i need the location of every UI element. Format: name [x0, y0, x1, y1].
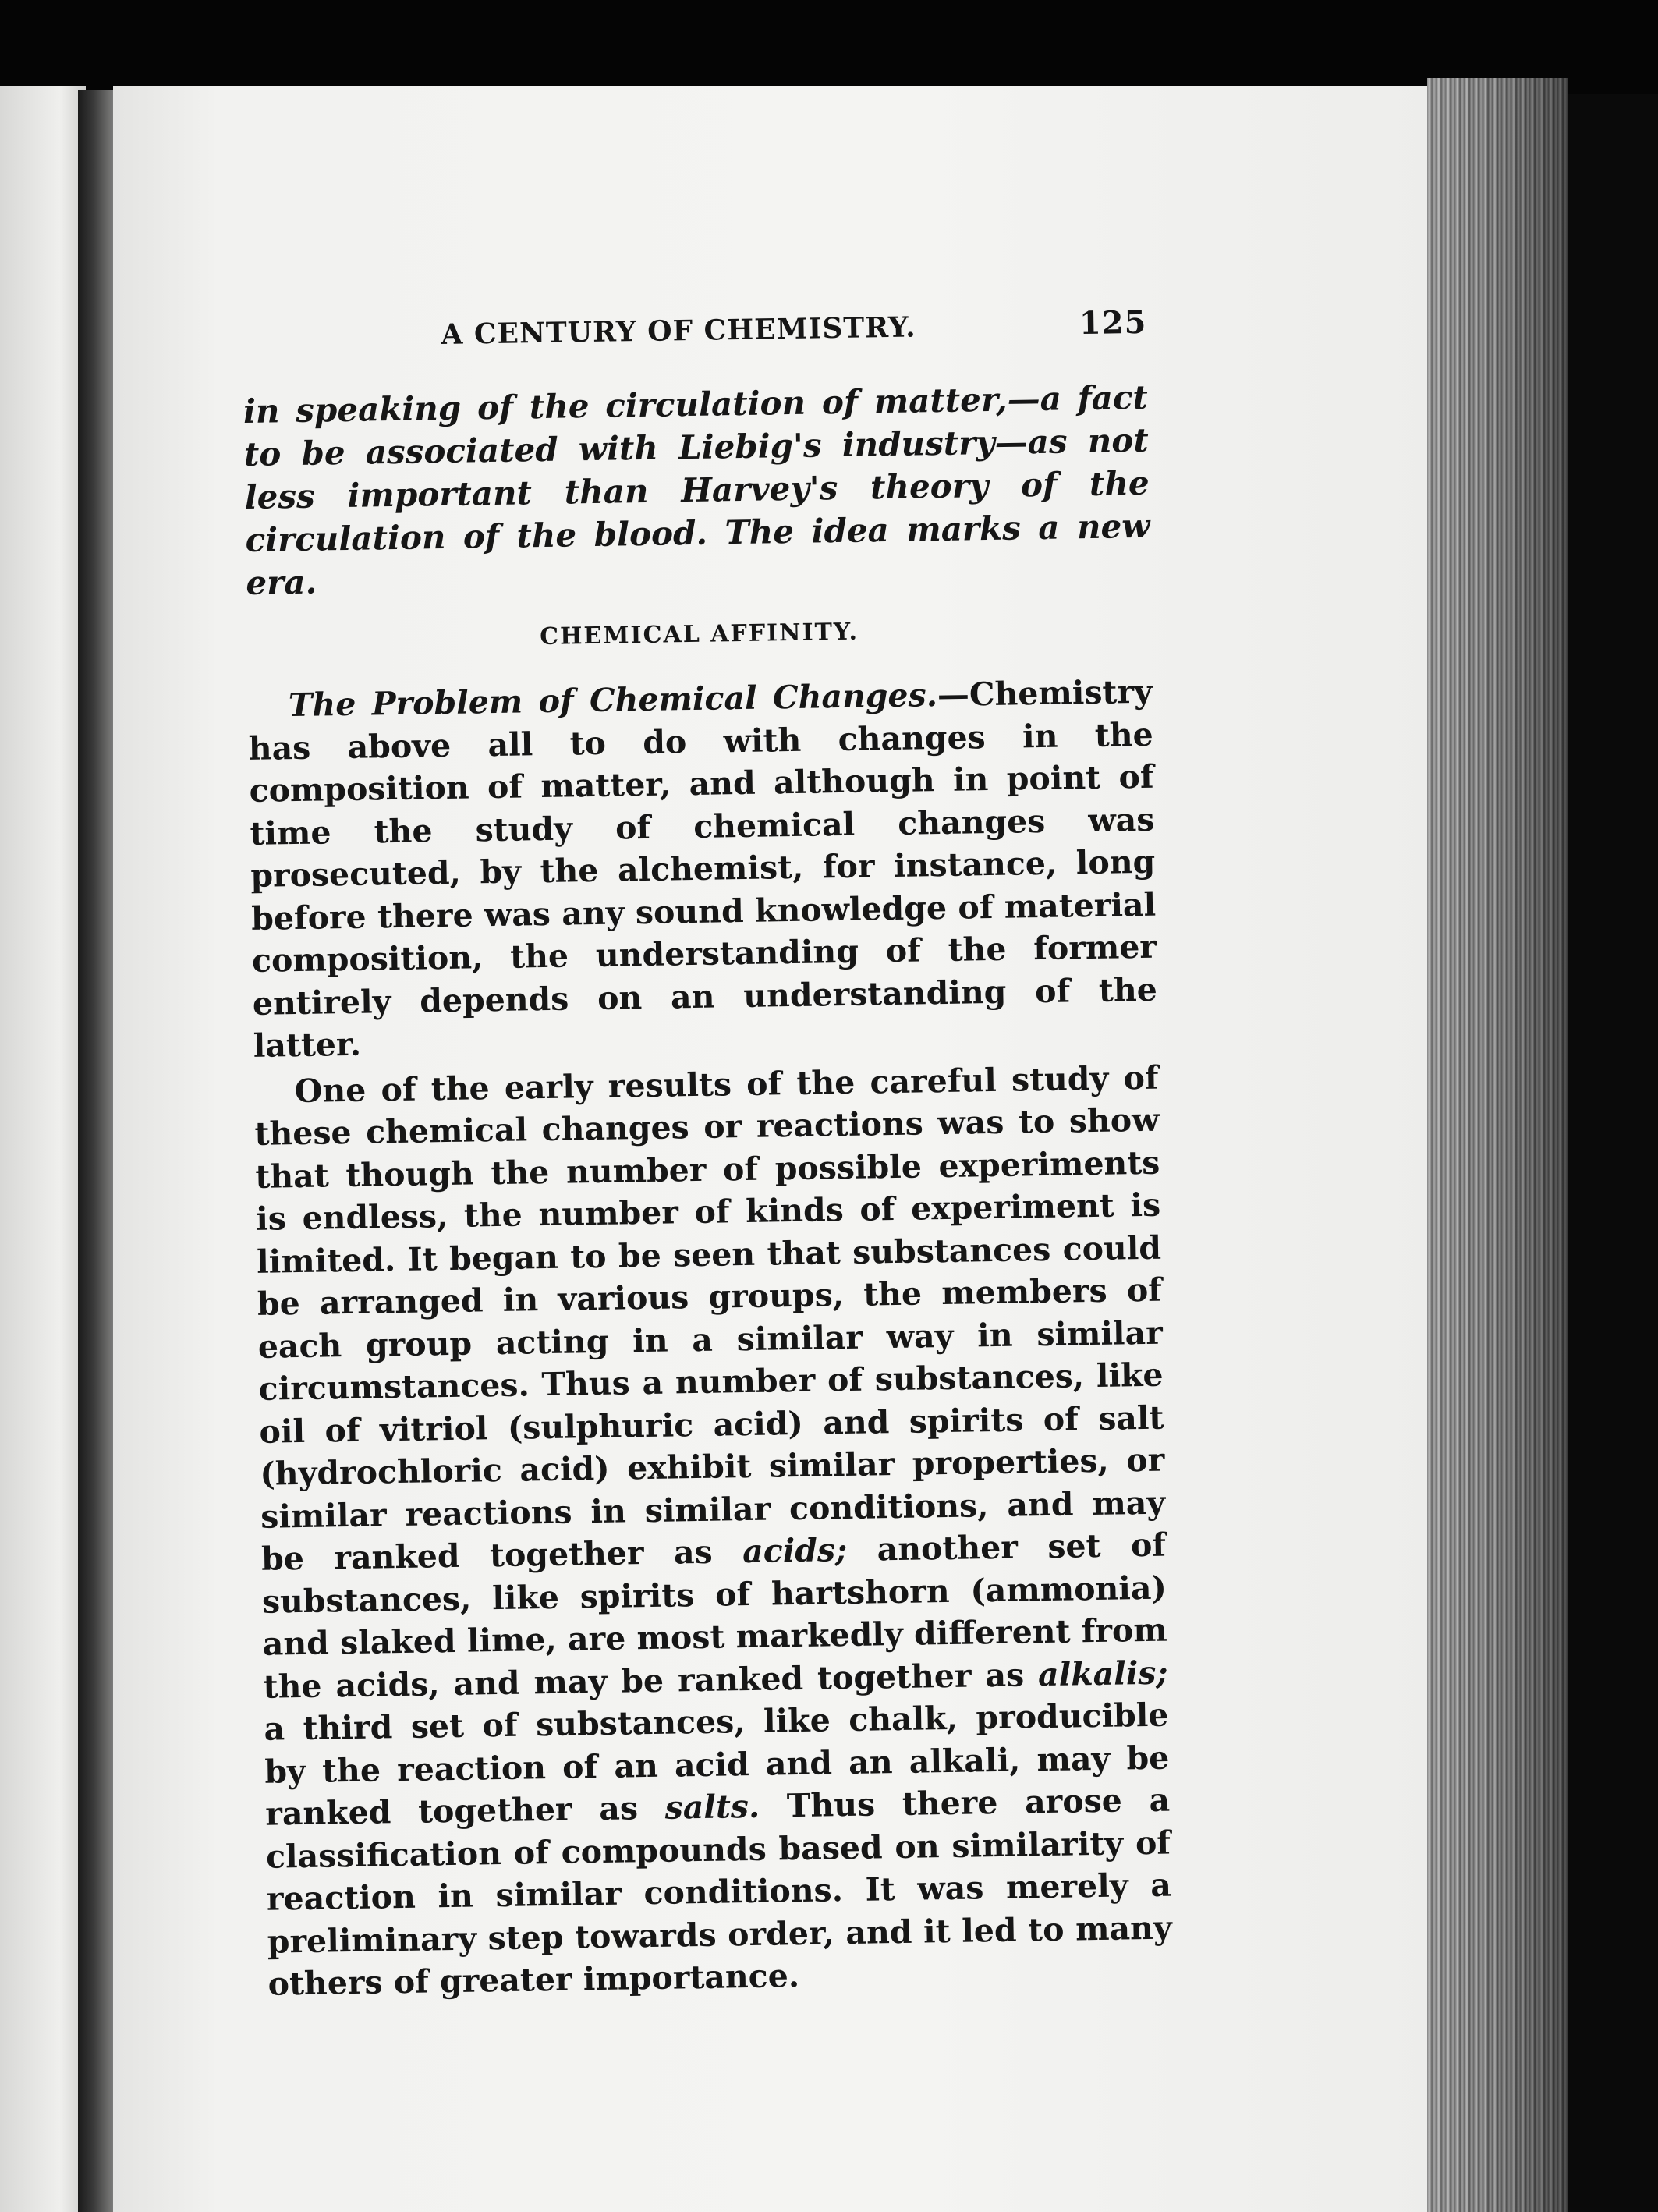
paragraph-1 — [248, 671, 1159, 1068]
paragraph-2-part-3: a third set of substances, like chalk, producible by the reaction of an acid and an alkali, may be ranked together as — [264, 1696, 1170, 1833]
section-heading: CHEMICAL AFFINITY. — [539, 618, 859, 651]
term-alkalis: alkalis; — [1037, 1654, 1168, 1693]
paragraph-2 — [253, 1056, 1173, 2005]
page-text — [242, 298, 1173, 2005]
book-cover-edge — [1568, 94, 1658, 2212]
page-stack-shadow — [1427, 78, 1568, 2212]
running-head: A CENTURY OF CHEMISTRY. — [441, 310, 916, 351]
page-number: 125 — [1079, 303, 1147, 342]
book-gutter — [78, 90, 117, 2212]
paragraph-2-part-1: One of the early results of the careful study of these chemical changes or reactions was to show that though the number of possible experiments is endless, the number of kinds of experiment is limited. It began to be seen that substances could be arranged in various groups, the members of each group acting in a similar way in similar circumstances. Thus a number of substances, like oil of vitriol (sulphuric acid) and spirits of salt (hydrochloric acid) exhibit similar properties, or similar reactions in similar conditions, and may be ranked together as — [254, 1058, 1166, 1578]
paragraph-2-part-2: another set of substances, like spirits of hartshorn (ammonia) and slaked lime, are most markedly different from the acids, and may be ranked together as — [261, 1526, 1168, 1706]
paragraph-1-text: —Chemistry has above all to do with changes in the composition of matter, and although in point of time the study of chemical changes was prosecuted, by the alchemist, for instance, long before there was any sound knowledge of material composition, the understanding of the former entirely depends on an understanding of the latter. — [248, 672, 1158, 1065]
term-salts: salts. — [664, 1787, 760, 1827]
opening-paragraph: in speaking of the circulation of matter,—a fact to be associated with Liebig's industry—as not less important than Harvey's theory of the circulation of the blood. The idea marks a new era. — [243, 378, 1150, 602]
paragraph-1-run-in-title: The Problem of Chemical Changes. — [288, 676, 938, 725]
facing-page-edge — [0, 86, 86, 2212]
paragraph-2-part-4: Thus there arose a classification of compounds based on similarity of reaction in similar conditions. It was merely a preliminary step towards order, and it led to many others of greater importance. — [265, 1781, 1173, 2003]
term-acids: acids; — [742, 1531, 848, 1571]
